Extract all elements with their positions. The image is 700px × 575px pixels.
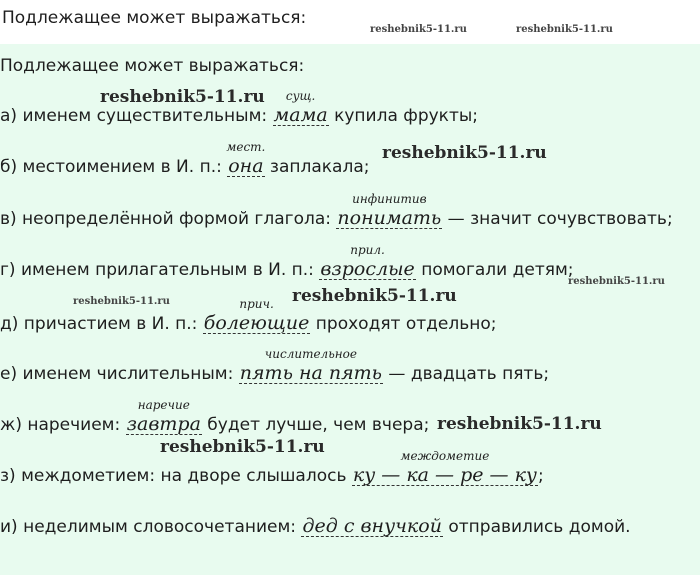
part-of-speech-label: прич.: [239, 297, 274, 311]
subject-word: [301, 516, 443, 537]
watermark: reshebnik5-11.ru: [382, 143, 547, 163]
subject-word: [203, 297, 311, 334]
item-suffix: заплакала;: [264, 157, 370, 177]
watermark: reshebnik5-11.ru: [100, 87, 265, 107]
item-suffix: проходят отдельно;: [310, 314, 497, 334]
part-of-speech-label: сущ.: [285, 89, 316, 103]
subject-text: пять на пять: [239, 362, 383, 384]
item-suffix: — двадцать пять;: [383, 364, 550, 384]
subject-text: завтра: [126, 413, 201, 435]
item-suffix: помогали детям;: [415, 260, 574, 280]
item-prefix: в) неопределённой формой глагола:: [0, 209, 337, 229]
item-prefix: е) именем числительным:: [0, 364, 239, 384]
item-prefix: и) неделимым словосочетанием:: [0, 517, 302, 537]
watermark: reshebnik5-11.ru: [568, 276, 665, 287]
subject-text: взрослые: [320, 258, 415, 280]
list-item: [0, 243, 574, 280]
item-prefix: ж) наречием:: [0, 415, 126, 435]
subject-text: ку — ка — ре — ку: [352, 464, 537, 486]
watermark: reshebnik5-11.ru: [292, 286, 457, 306]
subject-word: [226, 140, 266, 177]
item-suffix: купила фрукты;: [328, 106, 478, 126]
page-title: Подлежащее может выражаться:: [2, 8, 307, 28]
part-of-speech-label: мест.: [226, 140, 266, 154]
watermark: reshebnik5-11.ru: [160, 437, 325, 457]
subject-text: болеющие: [203, 312, 310, 334]
subject-word: [273, 89, 329, 126]
item-prefix: з) междометием: на дворе слышалось: [0, 466, 352, 486]
item-suffix: — значит сочувствовать;: [442, 209, 673, 229]
part-of-speech-label: наречие: [137, 398, 190, 412]
list-item: [0, 516, 631, 537]
panel-title: Подлежащее может выражаться:: [0, 56, 305, 76]
list-item: [0, 449, 544, 486]
watermark: reshebnik5-11.ru: [370, 24, 467, 35]
subject-word: [352, 449, 538, 486]
part-of-speech-label: инфинитив: [352, 192, 427, 206]
subject-text: понимать: [337, 207, 442, 229]
item-prefix: б) местоимением в И. п.:: [0, 157, 228, 177]
item-prefix: г) именем прилагательным в И. п.:: [0, 260, 320, 280]
item-suffix: будет лучше, чем вчера;: [201, 415, 430, 435]
watermark: reshebnik5-11.ru: [73, 296, 170, 307]
list-item: [0, 398, 430, 435]
item-suffix: отправились домой.: [442, 517, 631, 537]
watermark: reshebnik5-11.ru: [437, 414, 602, 434]
subject-text: дед с внучкой: [302, 515, 442, 537]
list-item: [0, 192, 673, 229]
subject-word: [319, 243, 415, 280]
part-of-speech-label: междометие: [400, 449, 490, 463]
content-panel: [0, 44, 700, 575]
item-prefix: а) именем существительным:: [0, 106, 273, 126]
part-of-speech-label: числительное: [264, 347, 357, 361]
subject-word: [239, 347, 383, 384]
item-suffix: ;: [537, 466, 544, 486]
subject-word: [336, 192, 442, 229]
subject-word: [126, 398, 202, 435]
list-item: [0, 140, 370, 177]
subject-text: она: [228, 155, 264, 177]
part-of-speech-label: прил.: [350, 243, 385, 257]
watermark: reshebnik5-11.ru: [516, 24, 613, 35]
list-item: [0, 347, 550, 384]
item-prefix: д) причастием в И. п.:: [0, 314, 203, 334]
subject-text: мама: [273, 104, 328, 126]
